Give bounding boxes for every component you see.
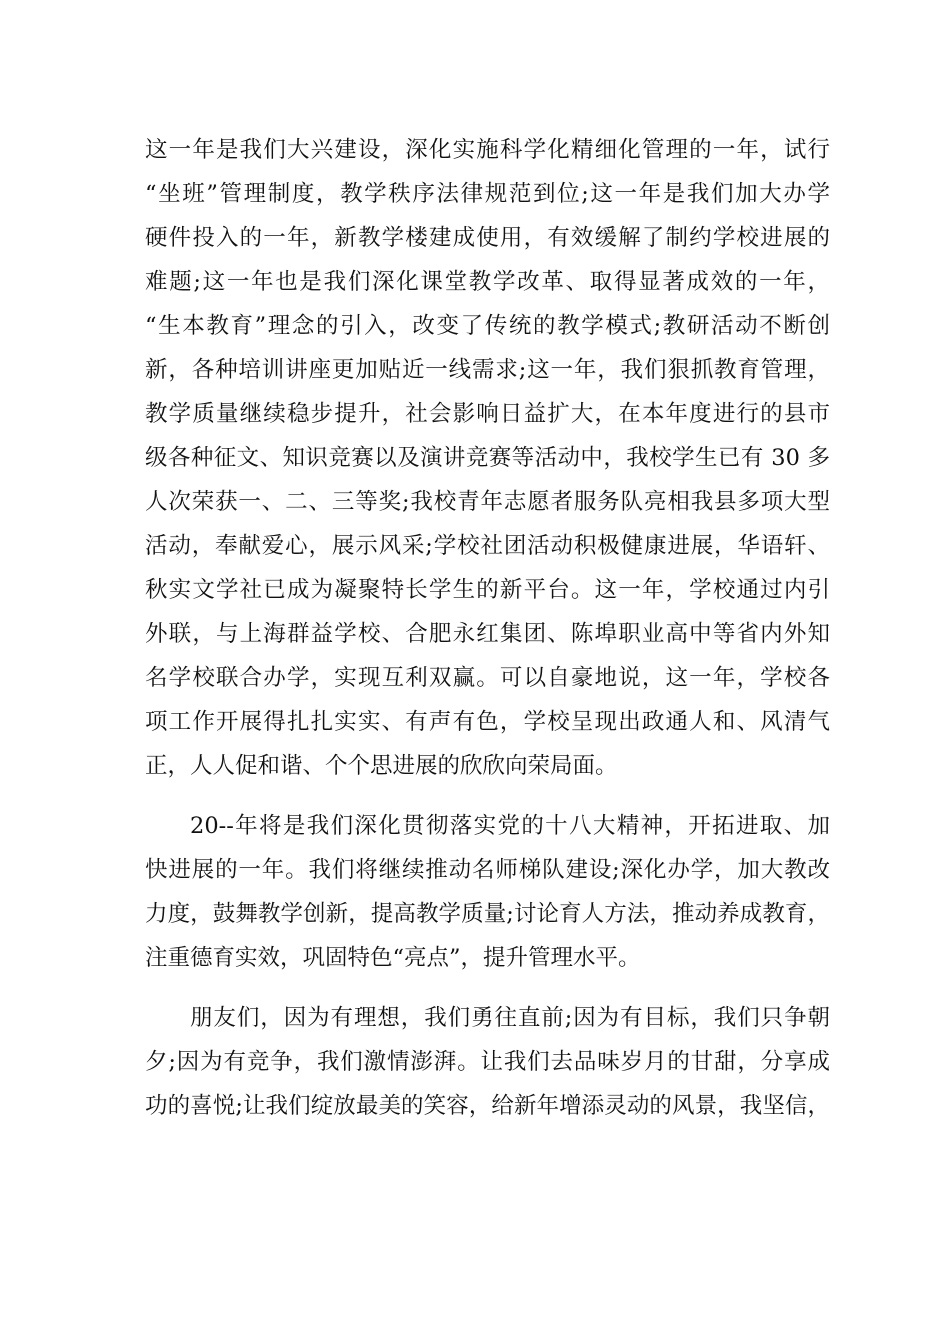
text-line: 名学校联合办学，实现互利双赢。可以自豪地说，这一年，学校各 xyxy=(145,665,830,691)
text-line: 秋实文学社已成为凝聚特长学生的新平台。这一年，学校通过内引 xyxy=(145,577,830,603)
text-line: 功的喜悦;让我们绽放最美的笑容，给新年增添灵动的风景，我坚信， xyxy=(145,1093,830,1119)
text-line: 硬件投入的一年，新教学楼建成使用，有效缓解了制约学校进展的 xyxy=(145,225,830,251)
text-line: “生本教育”理念的引入，改变了传统的教学模式;教研活动不断创 xyxy=(145,313,830,339)
text-line: “坐班”管理制度，教学秩序法律规范到位;这一年是我们加大办学 xyxy=(145,181,830,207)
text-line: 力度，鼓舞教学创新，提高教学质量;讨论育人方法，推动养成教育， xyxy=(145,901,830,927)
text-line: 难题;这一年也是我们深化课堂教学改革、取得显著成效的一年， xyxy=(145,269,830,295)
paragraph-1 xyxy=(145,128,830,788)
text-line: 级各种征文、知识竞赛以及演讲竞赛等活动中，我校学生已有 30 多 xyxy=(145,445,830,471)
text-line: 外联，与上海群益学校、合肥永红集团、陈埠职业高中等省内外知 xyxy=(145,621,830,647)
text-line: 朋友们，因为有理想，我们勇往直前;因为有目标，我们只争朝 xyxy=(190,1005,830,1031)
text-line: 正，人人促和谐、个个思进展的欣欣向荣局面。 xyxy=(145,753,618,779)
text-line: 人次荣获一、二、三等奖;我校青年志愿者服务队亮相我县多项大型 xyxy=(145,489,830,515)
text-line: 活动，奉献爱心，展示风采;学校社团活动积极健康进展，华语轩、 xyxy=(145,533,830,559)
paragraph-3 xyxy=(145,996,830,1128)
text-line: 教学质量继续稳步提升，社会影响日益扩大，在本年度进行的县市 xyxy=(145,401,830,427)
text-line: 这一年是我们大兴建设，深化实施科学化精细化管理的一年，试行 xyxy=(145,137,830,163)
text-line: 快进展的一年。我们将继续推动名师梯队建设;深化办学，加大教改 xyxy=(145,857,830,883)
paragraph-gap xyxy=(145,788,830,804)
text-line: 新，各种培训讲座更加贴近一线需求;这一年，我们狠抓教育管理， xyxy=(145,357,830,383)
document-body xyxy=(145,128,830,1128)
text-line: 项工作开展得扎扎实实、有声有色，学校呈现出政通人和、风清气 xyxy=(145,709,830,735)
text-line: 注重德育实效，巩固特色“亮点”，提升管理水平。 xyxy=(145,945,641,971)
text-line: 20--年将是我们深化贯彻落实党的十八大精神，开拓进取、加 xyxy=(190,813,830,839)
paragraph-2 xyxy=(145,804,830,980)
text-line: 夕;因为有竞争，我们激情澎湃。让我们去品味岁月的甘甜，分享成 xyxy=(145,1049,830,1075)
paragraph-gap xyxy=(145,980,830,996)
